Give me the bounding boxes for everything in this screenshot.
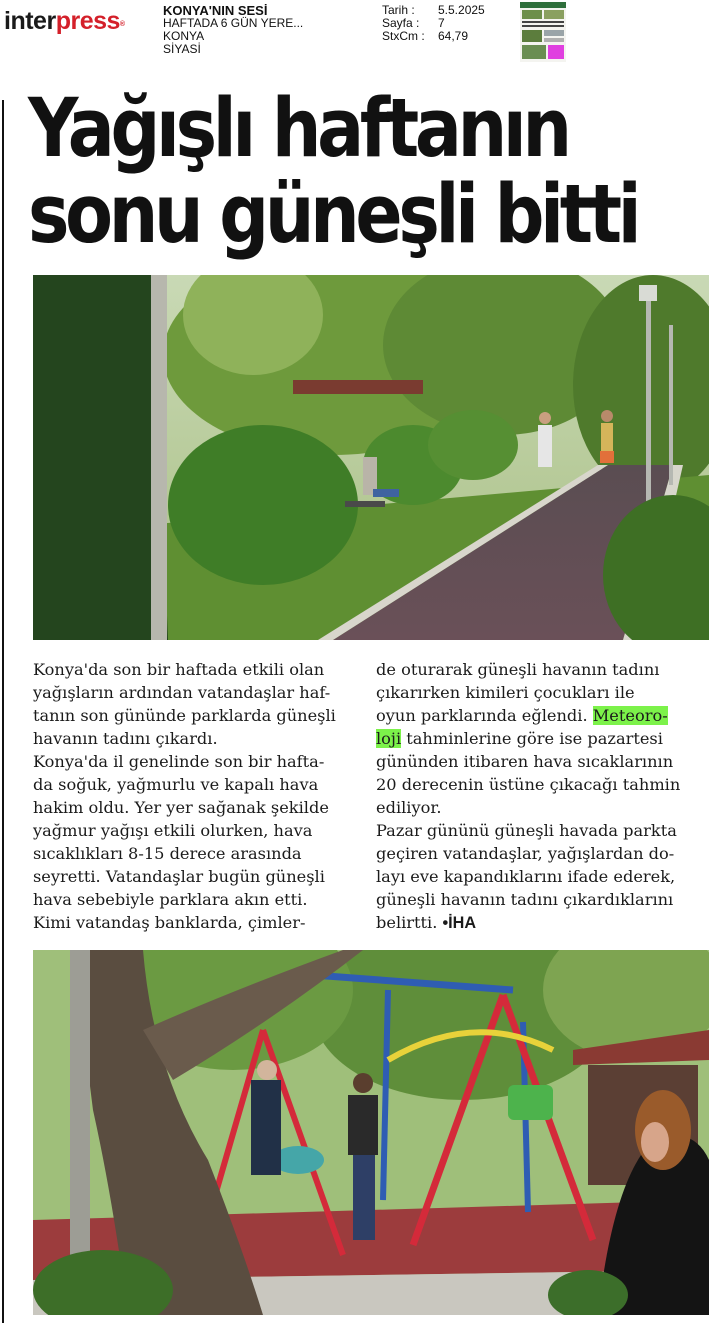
size-value: 64,79	[438, 29, 469, 43]
column-2-line: Pazar gününü güneşli havada parkta	[376, 821, 677, 840]
clipping-meta	[382, 4, 485, 43]
publication-category: SİYASİ	[163, 42, 201, 56]
column-2-line: çıkarırken kimileri çocukları ile	[376, 683, 635, 702]
page-thumbnail[interactable]	[520, 2, 566, 62]
publication-name: KONYA'NIN SESİ	[163, 3, 268, 18]
column-2-line: güneşli havanın tadını çıkardıklarını	[376, 890, 674, 909]
publication-city: KONYA	[163, 29, 205, 43]
page-thumbnail-image	[520, 2, 566, 62]
column-2-line: ediliyor.	[376, 798, 442, 817]
column-2-line: 20 derecenin üstüne çıkacağı tahmin	[376, 775, 681, 794]
column-1-line: hava sebebiyle parklara akın etti.	[33, 890, 308, 909]
logo-main: inter	[4, 7, 56, 35]
column-1-line: havanın tadını çıkardı.	[33, 729, 218, 748]
column-2-text: belirtti.	[376, 913, 443, 932]
page-label: Sayfa :	[382, 16, 420, 30]
highlighted-keyword: loji	[376, 729, 402, 748]
column-2-line: geçiren vatandaşlar, yağışlardan do-	[376, 844, 675, 863]
park-path-photo	[33, 275, 709, 640]
publication-frequency: HAFTADA 6 GÜN YERE...	[163, 16, 304, 30]
agency-byline: •İHA	[442, 914, 477, 932]
column-1-line: sıcaklıkları 8-15 derece arasında	[33, 844, 302, 863]
column-2-line: gününden itibaren hava sıcaklarının	[376, 752, 674, 771]
page-value: 7	[438, 16, 445, 30]
column-1-line: tanın son gününde parklarda güneşli	[33, 706, 336, 725]
column-2-line	[376, 727, 709, 750]
meta-size-row	[382, 30, 485, 43]
article-column-1	[33, 658, 363, 934]
headline-line-1: Yağışlı haftanın	[28, 82, 568, 176]
logo-registered-mark: ®	[119, 21, 125, 28]
playground-image	[33, 950, 709, 1315]
headline-line-2: sonu güneşli bitti	[28, 168, 638, 262]
interpress-logo	[4, 6, 125, 36]
publication-info	[163, 4, 303, 56]
article-headline	[28, 82, 638, 262]
article-column-2	[376, 658, 709, 935]
column-1-line: seyretti. Vatandaşlar bugün güneşli	[33, 867, 325, 886]
column-1-line: Konya'da son bir haftada etkili olan	[33, 660, 325, 679]
playground-photo	[33, 950, 709, 1315]
column-2-line: layı eve kapandıklarını ifade ederek,	[376, 867, 676, 886]
column-2-text: tahminlerine göre ise pazartesi	[401, 729, 663, 748]
column-1-line: Konya'da il genelinde son bir hafta-	[33, 752, 325, 771]
size-label: StxCm :	[382, 29, 425, 43]
date-label: Tarih :	[382, 3, 415, 17]
column-1-line: yağışların ardından vatandaşlar haf-	[33, 683, 331, 702]
date-value: 5.5.2025	[438, 3, 485, 17]
park-path-image	[33, 275, 709, 640]
column-1-line: hakim oldu. Yer yer sağanak şekilde	[33, 798, 329, 817]
column-2-line	[376, 911, 709, 935]
column-1-line: yağmur yağışı etkili olurken, hava	[33, 821, 313, 840]
column-1-line: Kimi vatandaş banklarda, çimler-	[33, 913, 306, 932]
column-2-line: de oturarak güneşli havanın tadını	[376, 660, 660, 679]
column-2-text: oyun parklarında eğlendi.	[376, 706, 593, 725]
highlighted-keyword: Meteoro-	[592, 706, 668, 725]
column-2-line	[376, 704, 709, 727]
logo-accent: press	[55, 7, 120, 35]
column-1-line: da soğuk, yağmurlu ve kapalı hava	[33, 775, 319, 794]
left-column-rule	[2, 100, 4, 1323]
